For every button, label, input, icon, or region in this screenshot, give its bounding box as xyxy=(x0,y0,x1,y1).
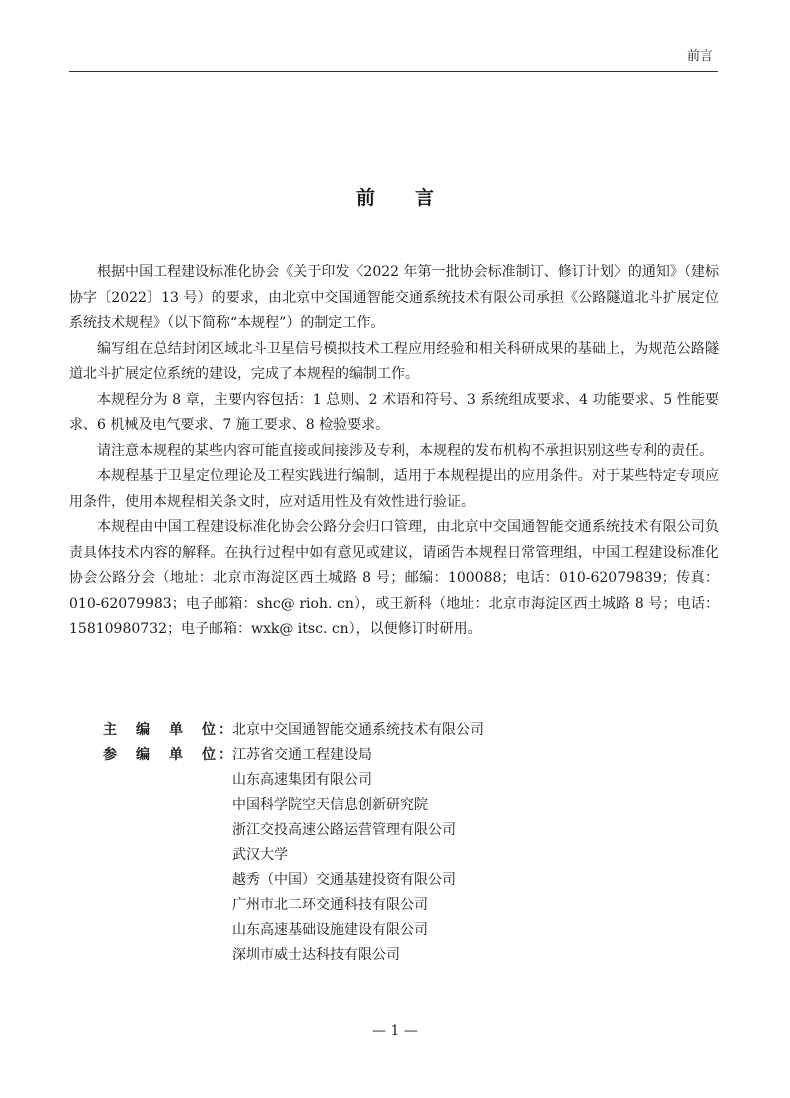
paragraph-4: 请注意本规程的某些内容可能直接或间接涉及专利，本规程的发布机构不承担识别这些专利的责任。 xyxy=(97,442,713,459)
participant-list xyxy=(232,743,663,968)
page-title: 前言 xyxy=(355,187,474,209)
paragraph-2: 编写组在总结封闭区域北斗卫星信号模拟技术工程应用经验和相关科研成果的基础上，为规范公路隧道北斗扩展定位系统的建设，完成了本规程的编制工作。 xyxy=(69,340,719,382)
chief-editor-org: 北京中交国通智能交通系统技术有限公司 xyxy=(232,722,484,738)
paragraph-5: 本规程基于卫星定位理论及工程实践进行编制，适用于本规程提出的应用条件。对于某些特定专项应用条件，使用本规程相关条文时，应对适用性及有效性进行验证。 xyxy=(69,468,719,510)
participant-row xyxy=(103,743,663,968)
participant-label: 参编单位 xyxy=(103,747,216,763)
paragraph-1: 根据中国工程建设标准化协会《关于印发〈2022 年第一批协会标准制订、修订计划〉的通知》（建标协字〔2022〕13 号）的要求，由北京中交国通智能交通系统技术有限公司承担《公路隧道北斗扩展定位系统技术规程》（以下简称“本规程”）的制定工作。 xyxy=(69,264,719,331)
running-header: 前言 xyxy=(686,49,713,64)
participant-org: 武汉大学 xyxy=(232,847,288,863)
participant-org: 山东高速基础设施建设有限公司 xyxy=(232,922,428,938)
participant-colon: ： xyxy=(218,747,232,763)
page-number: — 1 — xyxy=(372,1023,418,1039)
chief-editor-colon: ： xyxy=(218,722,232,738)
participant-org: 越秀（中国）交通基建投资有限公司 xyxy=(232,872,456,888)
paragraph-6: 本规程由中国工程建设标准化协会公路分会归口管理，由北京中交国通智能交通系统技术有限公司负责具体技术内容的解释。在执行过程中如有意见或建议，请函告本规程日常管理组，中国工程建设标准化协会公路分会（地址：北京市海淀区西土城路 8 号；邮编：100088；电话：010-62079839；传真：010-62079983；电子邮箱：shc@ rioh. cn），或王新科（地址：北京市海淀区西土城路 8 号；电话：15810980732；电子邮箱：wxk@ itsc. cn），以便修订时研用。 xyxy=(69,519,719,637)
participant-org: 山东高速集团有限公司 xyxy=(232,772,372,788)
participant-org: 江苏省交通工程建设局 xyxy=(232,747,372,763)
paragraph-3: 本规程分为 8 章，主要内容包括：1 总则、2 术语和符号、3 系统组成要求、4 功能要求、5 性能要求、6 机械及电气要求、7 施工要求、8 检验要求。 xyxy=(69,391,719,433)
credits xyxy=(103,718,663,968)
chief-editor-label: 主编单位 xyxy=(103,722,216,738)
participant-org: 浙江交投高速公路运营管理有限公司 xyxy=(232,822,456,838)
participant-org: 中国科学院空天信息创新研究院 xyxy=(232,797,428,813)
header-rule xyxy=(69,71,718,72)
participant-org: 深圳市威士达科技有限公司 xyxy=(232,947,400,963)
chief-editor-list xyxy=(232,718,663,743)
chief-editor-row xyxy=(103,718,663,743)
body-text xyxy=(69,260,719,643)
participant-org: 广州市北二环交通科技有限公司 xyxy=(232,897,428,913)
